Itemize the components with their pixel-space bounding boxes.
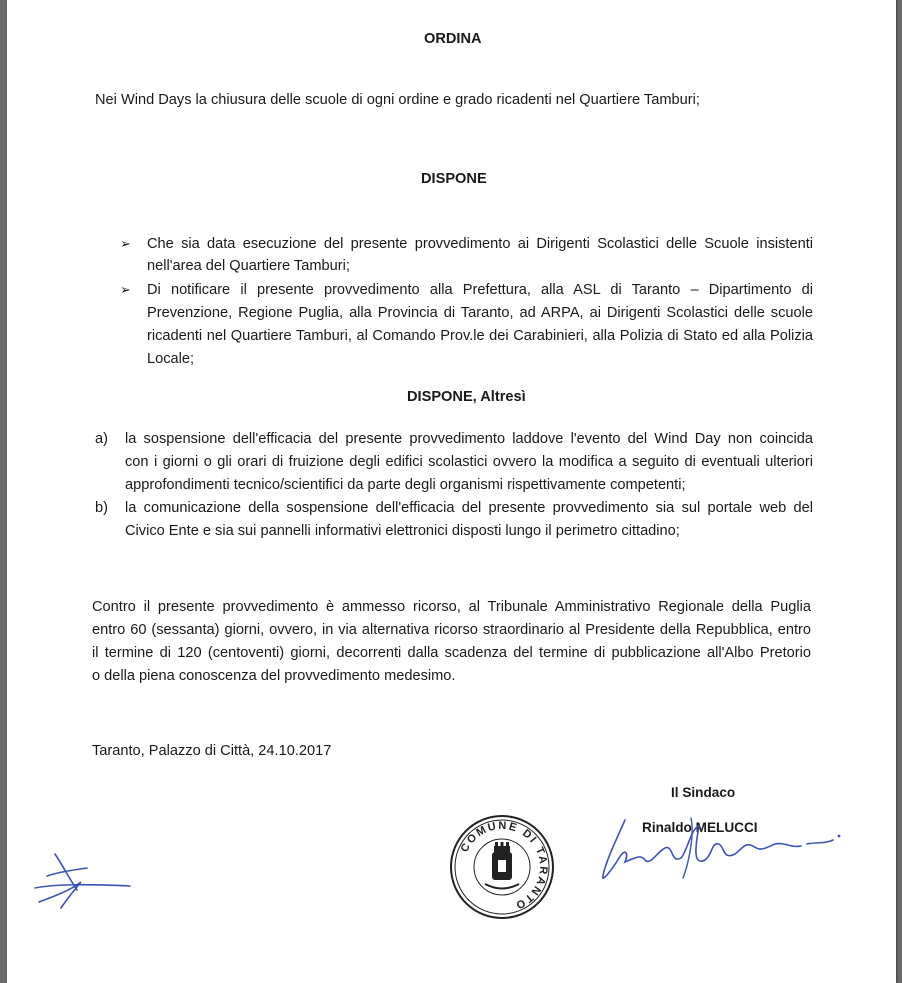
arrow-bullet-icon: ➢ <box>120 282 131 297</box>
seal-icon <box>447 812 557 922</box>
coat-of-arms-icon <box>485 842 519 889</box>
signature-title: Il Sindaco <box>671 785 736 800</box>
dispone-item-line: Locale; <box>147 351 195 367</box>
dispone-item-line: Di notificare il presente provvedimento alla Prefettura, alla ASL di Taranto – Dipartimento di <box>147 282 813 298</box>
heading-ordina: ORDINA <box>424 31 482 47</box>
dispone-item-line: nell'area del Quartiere Tamburi; <box>147 258 350 274</box>
ricorso-line: Contro il presente provvedimento è ammesso ricorso, al Tribunale Amministrativo Regionale della Puglia <box>92 599 811 615</box>
altresi-item-line: approfondimenti tecnico/scientifici da parte degli organismi rispettivamente competenti; <box>125 477 686 493</box>
altresi-item-line: Civico Ente e sia sui pannelli informativi elettronici disposti lungo il perimetro cittadino; <box>125 523 680 539</box>
place-date: Taranto, Palazzo di Città, 24.10.2017 <box>92 743 332 759</box>
signature-name: Rinaldo MELUCCI <box>642 820 758 835</box>
arrow-bullet-icon: ➢ <box>120 236 131 251</box>
dispone-item-line: Che sia data esecuzione del presente provvedimento ai Dirigenti Scolastici delle Scuole insistenti <box>147 236 813 252</box>
altresi-item-line: la sospensione dell'efficacia del presente provvedimento laddove l'evento del Wind Day non coincida <box>125 431 813 447</box>
altresi-item-line: la comunicazione della sospensione dell'efficacia del presente provvedimento sia sul portale web del <box>125 500 813 516</box>
ricorso-line: entro 60 (sessanta) giorni, ovvero, in via alternativa ricorso straordinario al Presidente della Repubblica, entro <box>92 622 811 638</box>
ricorso-line: il termine di 120 (centoventi) giorni, decorrenti dalla scadenza del termine di pubblicazione all'Albo Pretorio <box>92 645 811 661</box>
dispone-item-line: Prevenzione, Regione Puglia, alla Provincia di Taranto, ad ARPA, ai Dirigenti Scolastici delle scuole <box>147 305 813 321</box>
list-marker: b) <box>95 500 108 516</box>
ordina-text: Nei Wind Days la chiusura delle scuole di ogni ordine e grado ricadenti nel Quartiere Tamburi; <box>95 92 700 108</box>
initials-signature-icon <box>25 846 140 916</box>
mayor-signature-icon <box>595 808 845 888</box>
altresi-item-line: con i giorni o gli orari di fruizione degli edifici scolastici ovvero la modifica a seguito di eventuali ulteriori <box>125 454 813 470</box>
list-marker: a) <box>95 431 108 447</box>
heading-dispone-altresi: DISPONE, Altresì <box>407 389 526 405</box>
document-page <box>7 0 896 983</box>
ricorso-line: o della piena conoscenza del provvedimento medesimo. <box>92 668 456 684</box>
heading-dispone: DISPONE <box>421 171 487 187</box>
dispone-item-line: ricadenti nel Quartiere Tamburi, al Comando Prov.le dei Carabinieri, alla Polizia di Stato ed alla Polizia <box>147 328 813 344</box>
municipal-seal <box>447 812 557 927</box>
seal-text: COMUNE DI TARANTO <box>458 819 550 912</box>
